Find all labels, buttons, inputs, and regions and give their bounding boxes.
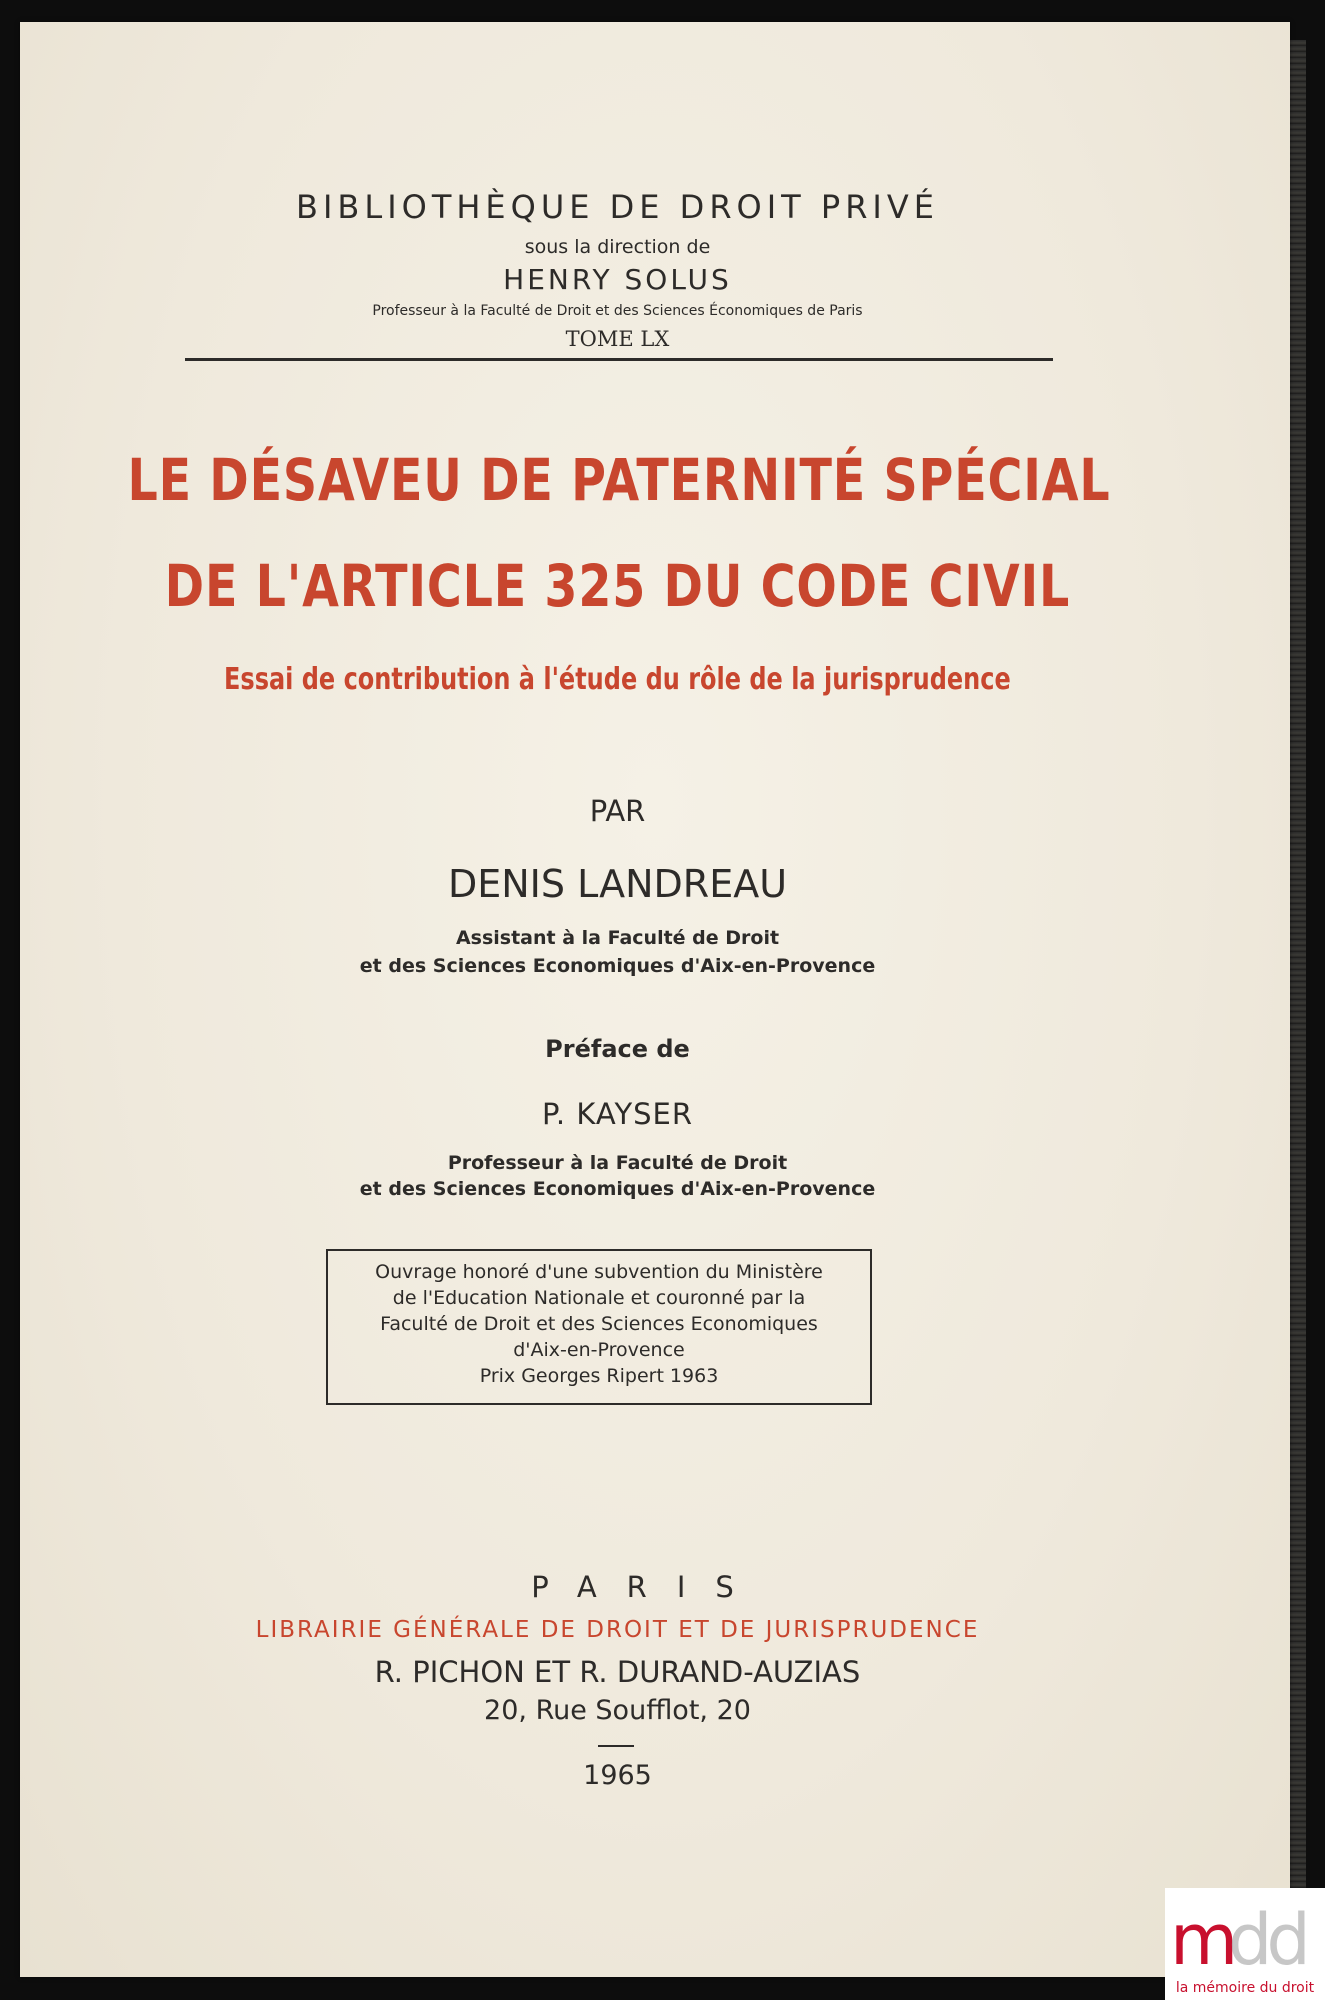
- award-line: d'Aix-en-Provence: [513, 1339, 685, 1361]
- publisher-address: 20, Rue Soufflot, 20: [484, 1695, 751, 1726]
- award-line: Prix Georges Ripert 1963: [479, 1365, 719, 1387]
- author-by-label: PAR: [589, 794, 646, 828]
- author-role-line1: Assistant à la Faculté de Droit: [455, 927, 780, 949]
- award-line: de l'Education Nationale et couronné par la: [392, 1287, 806, 1309]
- book-title-line1: LE DÉSAVEU DE PATERNITÉ SPÉCIAL: [127, 446, 1111, 514]
- mdd-logo-mark: [1170, 1892, 1320, 1978]
- book-title-line2: DE L'ARTICLE 325 DU CODE CIVIL: [164, 552, 1071, 620]
- tome-number: TOME LX: [565, 327, 670, 351]
- award-box: [326, 1249, 872, 1405]
- publisher-name: LIBRAIRIE GÉNÉRALE DE DROIT ET DE JURISPRUDENCE: [255, 1617, 980, 1643]
- series-direction: sous la direction de: [524, 236, 711, 258]
- preface-author: P. KAYSER: [541, 1097, 694, 1131]
- logo-caption: la mémoire du droit: [1175, 1980, 1315, 1996]
- series-editor-role: Professeur à la Faculté de Droit et des Sciences Économiques de Paris: [372, 303, 863, 319]
- preface-author-role-line1: Professeur à la Faculté de Droit: [447, 1152, 788, 1174]
- svg-text:m: m: [1170, 1899, 1233, 1978]
- page-edge: [1290, 40, 1306, 1940]
- preface-author-role-line2: et des Sciences Economiques d'Aix-en-Provence: [359, 1178, 876, 1200]
- title-page: [20, 22, 1290, 1977]
- author-role-line2: et des Sciences Economiques d'Aix-en-Provence: [359, 955, 876, 977]
- author-name: DENIS LANDREAU: [447, 862, 788, 906]
- publication-year: 1965: [583, 1760, 652, 1791]
- printer-names: R. PICHON ET R. DURAND-AUZIAS: [374, 1655, 861, 1689]
- series-title: BIBLIOTHÈQUE DE DROIT PRIVÉ: [296, 188, 939, 226]
- preface-label: Préface de: [545, 1035, 690, 1063]
- year-divider: [598, 1745, 634, 1747]
- book-subtitle: Essai de contribution à l'étude du rôle de la jurisprudence: [224, 662, 1011, 697]
- award-line: Faculté de Droit et des Sciences Economiques: [380, 1313, 818, 1335]
- mdd-logo: [1165, 1888, 1325, 2000]
- header-divider: [185, 358, 1053, 361]
- series-editor: HENRY SOLUS: [503, 263, 732, 296]
- svg-text:dd: dd: [1228, 1899, 1305, 1978]
- award-line: Ouvrage honoré d'une subvention du Ministère: [375, 1261, 823, 1283]
- imprint-city: PARIS: [531, 1570, 764, 1604]
